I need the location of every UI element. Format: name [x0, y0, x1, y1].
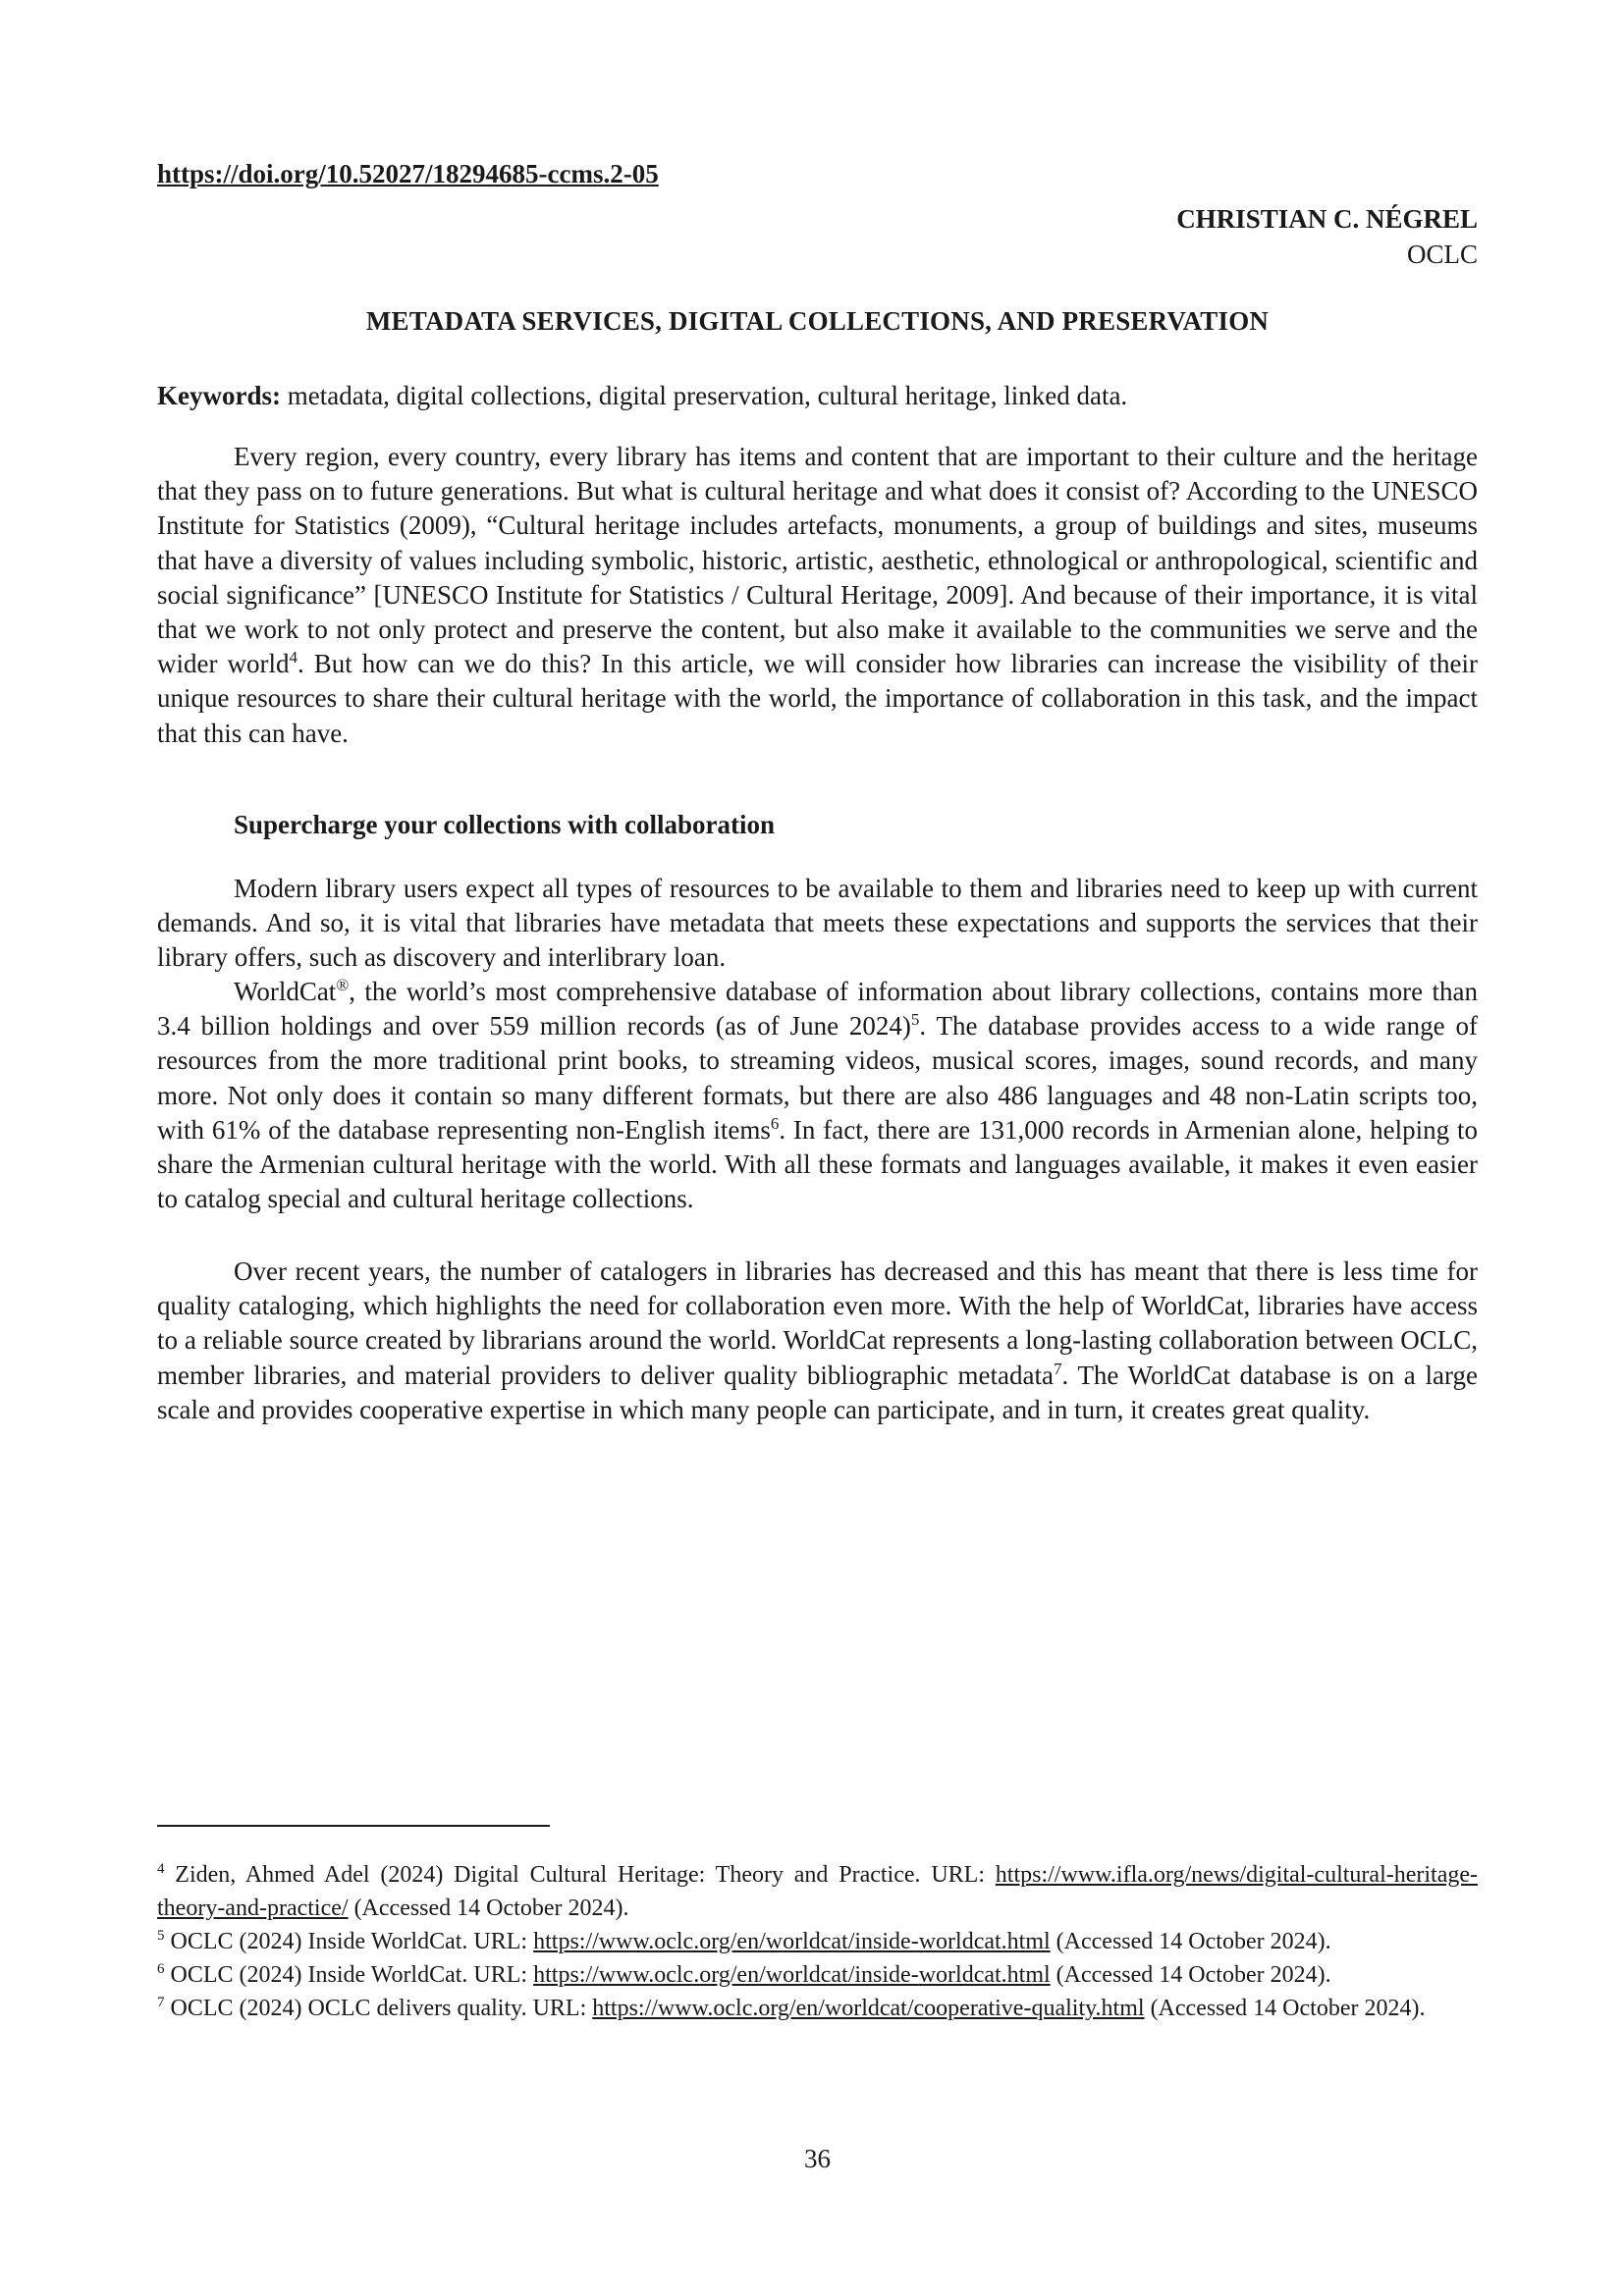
author-block — [1176, 201, 1478, 272]
paragraph-catalogers-text-tail: . The WorldCat database is on a large scale and provides cooperative expertise in which many people can participate, and in turn, it creates great quality. — [157, 1360, 1478, 1424]
footnote-ref-7[interactable]: 7 — [1053, 1359, 1062, 1378]
footnote-number: 6 — [157, 1961, 165, 1977]
footnote-text: OCLC (2024) OCLC delivers quality. URL: — [164, 1996, 593, 2021]
paragraph-users: Modern library users expect all types of resources to be available to them and libraries need to keep up with current demands. And so, it is vital that libraries have metadata that meets these expectations and supports the services that their library offers, such as discovery and interlibrary loan. — [157, 874, 1478, 973]
paragraph-worldcat-text-3: . In fact, there are 131,000 records in Armenian alone, helping to share the Armenian cultural heritage with the world. With all these formats and languages available, it makes it even easier to catalog special and cultural heritage collections. — [157, 1114, 1478, 1214]
page-number: 36 — [804, 2144, 831, 2173]
author-affiliation: OCLC — [1406, 240, 1478, 269]
footnote-ref-6[interactable]: 6 — [770, 1113, 780, 1133]
footnote-url[interactable]: https://www.oclc.org/en/worldcat/inside-worldcat.html — [533, 1929, 1051, 1954]
footnote-accessed: (Accessed 14 October 2024). — [1050, 1962, 1331, 1988]
footnote-accessed: (Accessed 14 October 2024). — [1050, 1929, 1331, 1954]
paragraph-worldcat — [157, 975, 1478, 1216]
keywords-text: metadata, digital collections, digital preservation, cultural heritage, linked data. — [280, 381, 1128, 410]
footnote-text: OCLC (2024) Inside WorldCat. URL: — [164, 1929, 534, 1954]
document-page — [157, 0, 1478, 2296]
paragraph-intro-text-tail: . But how can we do this? In this article, we will consider how libraries can increase the visibility of their unique resources to share their cultural heritage with the world, the importance of collaboration in this task, and the impact that this can have. — [157, 649, 1478, 748]
footnote-accessed: (Accessed 14 October 2024). — [1144, 1996, 1426, 2021]
paragraph-worldcat-text-2: . The database provides access to a wide range of resources from the more traditional print books, to streaming videos, musical scores, images, sound records, and many more. Not only does it contain so many different formats, but there are also 486 languages and 48 non-Latin scripts too, with 61% of the database representing non-English items — [157, 1011, 1478, 1145]
footnote-7 — [157, 1992, 1478, 2025]
paragraph-intro — [157, 440, 1478, 751]
article-title: METADATA SERVICES, DIGITAL COLLECTIONS, AND PRESERVATION — [365, 306, 1270, 336]
paragraph-intro-text: Every region, every country, every library has items and content that are important to their culture and the heritage that they pass on to future generations. But what is cultural heritage and what does it consist of? According to the UNESCO Institute for Statistics (2009), “Cultural heritage includes artefacts, monuments, a group of buildings and sites, museums that have a diversity of values including symbolic, historic, artistic, aesthetic, ethnological or anthropological, scientific and social significance” [UNESCO Institute for Statistics / Cultural Heritage, 2009]. And because of their importance, it is vital that we work to not only protect and preserve the content, but also make it available to the communities we serve and the wider world — [157, 442, 1478, 679]
paragraph-catalogers — [157, 1255, 1478, 1427]
footnote-text: Ziden, Ahmed Adel (2024) Digital Cultural Heritage: Theory and Practice. URL: — [164, 1862, 996, 1888]
registered-mark: ® — [336, 976, 350, 994]
doi-link[interactable]: https://doi.org/10.52027/18294685-ccms.2-05 — [157, 159, 659, 188]
footnotes — [157, 1858, 1478, 2025]
keywords-label: Keywords: — [157, 381, 281, 410]
footnote-url[interactable]: https://www.ifla.org/news/digital-cultural-heritage-theory-and-practice/ — [157, 1862, 1478, 1921]
footnote-6 — [157, 1958, 1478, 1992]
footnote-text: OCLC (2024) Inside WorldCat. URL: — [164, 1962, 534, 1988]
footnote-accessed: (Accessed 14 October 2024). — [348, 1896, 629, 1921]
paragraph-worldcat-text-1: , the world’s most comprehensive database of information about library collections, contains more than 3.4 billion holdings and over 559 million records (as of June 2024) — [157, 977, 1478, 1041]
footnote-divider — [157, 1825, 550, 1827]
author-name: CHRISTIAN C. NÉGREL — [1176, 204, 1478, 234]
footnote-5 — [157, 1925, 1478, 1958]
section-heading: Supercharge your collections with collaboration — [234, 810, 775, 839]
footnote-number: 5 — [157, 1928, 165, 1944]
footnote-ref-5[interactable]: 5 — [910, 1010, 920, 1030]
footnote-number: 4 — [157, 1861, 165, 1877]
keywords-line — [157, 378, 1478, 413]
footnote-ref-4[interactable]: 4 — [289, 648, 298, 667]
footnote-4 — [157, 1858, 1478, 1925]
footnote-url[interactable]: https://www.oclc.org/en/worldcat/inside-worldcat.html — [533, 1962, 1051, 1988]
paragraph-catalogers-text: Over recent years, the number of catalogers in libraries has decreased and this has meant that there is less time for quality cataloging, which highlights the need for collaboration even more. With the help of WorldCat, libraries have access to a reliable source created by librarians around the world. WorldCat represents a long-lasting collaboration between OCLC, member libraries, and material providers to deliver quality bibliographic metadata — [157, 1256, 1478, 1390]
footnote-number: 7 — [157, 1995, 165, 2010]
worldcat-name: WorldCat — [234, 977, 337, 1006]
footnote-url[interactable]: https://www.oclc.org/en/worldcat/cooperative-quality.html — [592, 1996, 1145, 2021]
